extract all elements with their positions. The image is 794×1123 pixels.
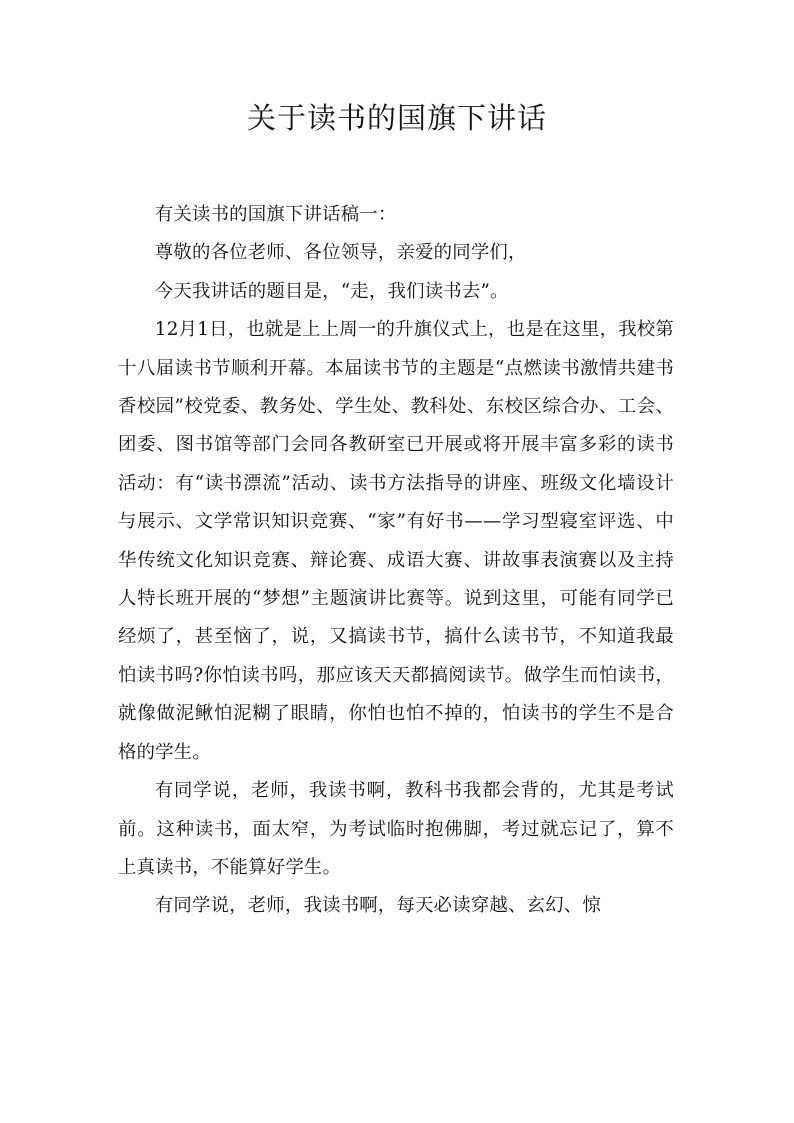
paragraph-6: 有同学说，老师，我读书啊，每天必读穿越、玄幻、惊	[154, 895, 601, 917]
paragraph-2: 尊敬的各位老师、各位领导，亲爱的同学们，	[154, 242, 527, 264]
paragraph-4: 12月1日，也就是上上周一的升旗仪式上，也是在这里，我校第十八届读书节顺利开幕。本届读书节的主题是“点燃读书激情共建书香校园”校党委、教务处、学生处、教科处、东校区综合办、工会、团委、图书馆等部门会同各教研室已开展或将开展丰富多彩的读书活动：有“读书漂流”活动、读书方法指导的讲座、班级文化墙设计与展示、文学常识知识竞赛、“家”有好书——学习型寝室评选、中华传统文化知识竞赛、辩论赛、成语大赛、讲故事表演赛以及主持人特长班开展的“梦想”主题演讲比赛等。说到这里，可能有同学已经烦了，甚至恼了，说，又搞读书节，搞什么读书节，不知道我最怕读书吗?你怕读书吗，那应该天天都搞阅读节。做学生而怕读书，就像做泥鳅怕泥糊了眼睛，你怕也怕不掉的，怕读书的学生不是合格的学生。	[118, 319, 674, 763]
paragraph-1: 有关读书的国旗下讲话稿一：	[154, 204, 397, 225]
paragraph-5: 有同学说，老师，我读书啊，教科书我都会背的，尤其是考试前。这种读书，面太窄，为考试临时抱佛脚，考过就忘记了，算不上真读书，不能算好学生。	[118, 780, 674, 878]
document-title: 关于读书的国旗下讲话	[246, 101, 547, 135]
document-body	[118, 196, 674, 926]
paragraph-3: 今天我讲话的题目是，“走，我们读书去”。	[154, 280, 509, 302]
